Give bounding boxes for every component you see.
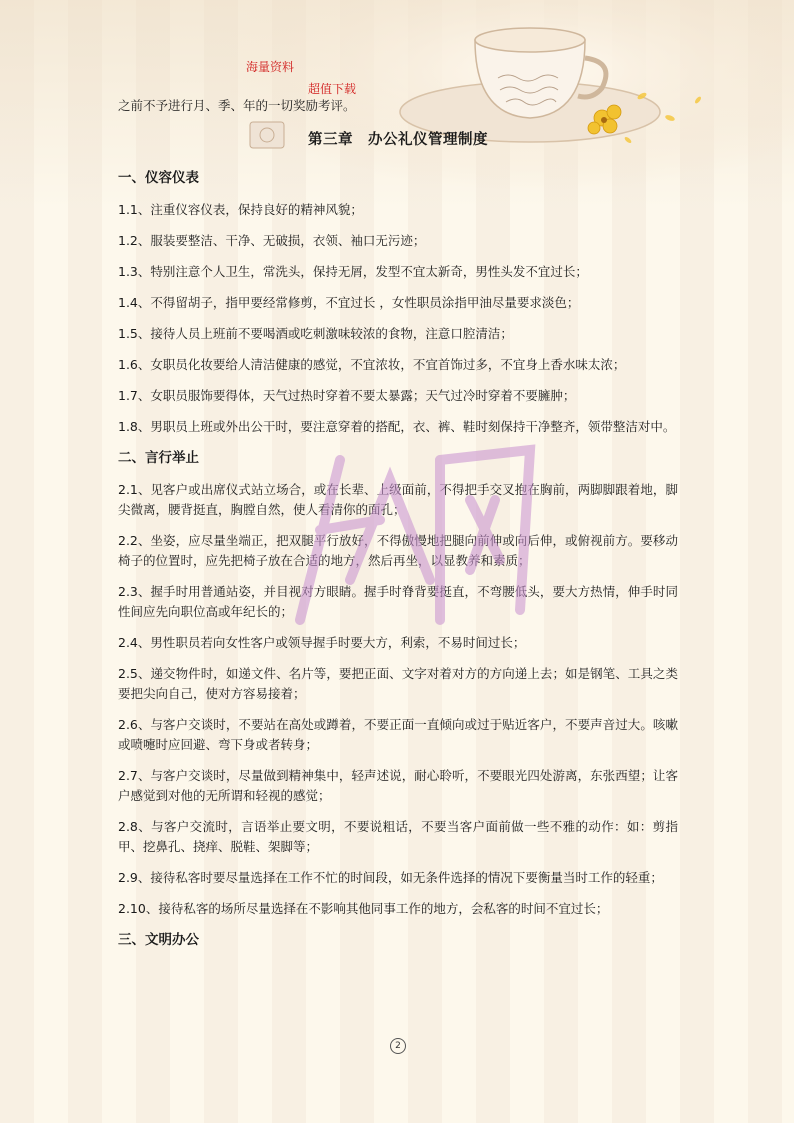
page-number-value: 2 — [390, 1038, 406, 1054]
list-item: 1.1、注重仪容仪表，保持良好的精神风貌； — [118, 202, 363, 217]
list-item: 1.4、不得留胡子，指甲要经常修剪，不宜过长 ，女性职员涂指甲油尽量要求淡色； — [118, 295, 580, 310]
list-item: 1.3、特别注意个人卫生，常洗头，保持无屑，发型不宜太新奇，男性头发不宜过长； — [118, 264, 588, 279]
list-item: 2.3、握手时用普通站姿，并目视对方眼睛。握手时脊背要挺直，不弯腰低头，要大方热情，伸手时同性间应先向职位高或年纪长的； — [118, 584, 678, 619]
section-title: 二、言行举止 — [118, 450, 199, 466]
document-body — [118, 96, 678, 962]
list-item: 2.5、递交物件时，如递文件、名片等，要把正面、文字对着对方的方向递上去；如是钢笔、工具之类要把尖向自己，使对方容易接着； — [118, 666, 678, 701]
ad-text-1: 海量资料 — [246, 60, 295, 74]
list-item: 2.10、接待私客的场所尽量选择在不影响其他同事工作的地方，会私客的时间不宜过长； — [118, 901, 609, 916]
section-title: 一、仪容仪表 — [118, 170, 199, 186]
list-item: 2.1、见客户或出席仪式站立场合，或在长辈、上级面前，不得把手交叉抱在胸前，两脚脚跟着地，脚尖微离，腰背挺直，胸膛自然，使人看清你的面孔； — [118, 482, 678, 517]
section-title: 三、文明办公 — [118, 932, 199, 948]
list-item: 1.6、女职员化妆要给人清洁健康的感觉，不宜浓妆，不宜首饰过多，不宜身上香水味太浓； — [118, 357, 626, 372]
list-item: 1.8、男职员上班或外出公干时，要注意穿着的搭配，衣、裤、鞋时刻保持干净整齐，领带整洁对中。 — [118, 419, 676, 434]
section-1 — [118, 168, 678, 437]
list-item: 1.2、服装要整洁、干净、无破损，衣领、袖口无污迹； — [118, 233, 426, 248]
chapter-title: 第三章 办公礼仪管理制度 — [308, 131, 488, 148]
list-item: 2.6、与客户交谈时，不要站在高处或蹲着，不要正面一直倾向或过于贴近客户，不要声音过大。咳嗽或喷嚏时应回避、弯下身或者转身； — [118, 717, 678, 752]
list-item: 2.8、与客户交流时，言语举止要文明，不要说粗话，不要当客户面前做一些不雅的动作：如：剪指甲、挖鼻孔、挠痒、脱鞋、架脚等； — [118, 819, 678, 854]
section-3 — [118, 930, 678, 950]
list-item: 2.9、接待私客时要尽量选择在工作不忙的时间段，如无条件选择的情况下要衡量当时工作的轻重； — [118, 870, 663, 885]
section-2 — [118, 448, 678, 919]
list-item: 2.7、与客户交谈时，尽量做到精神集中，轻声述说，耐心聆听，不要眼光四处游离，东张西望；让客户感觉到对他的无所谓和轻视的感觉； — [118, 768, 678, 803]
list-item: 2.4、男性职员若向女性客户或领导握手时要大方，利索，不易时间过长； — [118, 635, 526, 650]
list-item: 2.2、坐姿，应尽量坐端正，把双腿平行放好，不得傲慢地把腿向前伸或向后伸，或俯视前方。要移动椅子的位置时，应先把椅子放在合适的地方，然后再坐，以显教养和素质； — [118, 533, 678, 568]
lead-text: 之前不予进行月、季、年的一切奖励考评。 — [118, 98, 356, 113]
list-item: 1.5、接待人员上班前不要喝酒或吃刺激味较浓的食物，注意口腔清洁； — [118, 326, 513, 341]
list-item: 1.7、女职员服饰要得体，天气过热时穿着不要太暴露；天气过冷时穿着不要臃肿； — [118, 388, 576, 403]
page-number — [388, 1038, 408, 1054]
ad-text-2: 超值下载 — [308, 82, 357, 96]
